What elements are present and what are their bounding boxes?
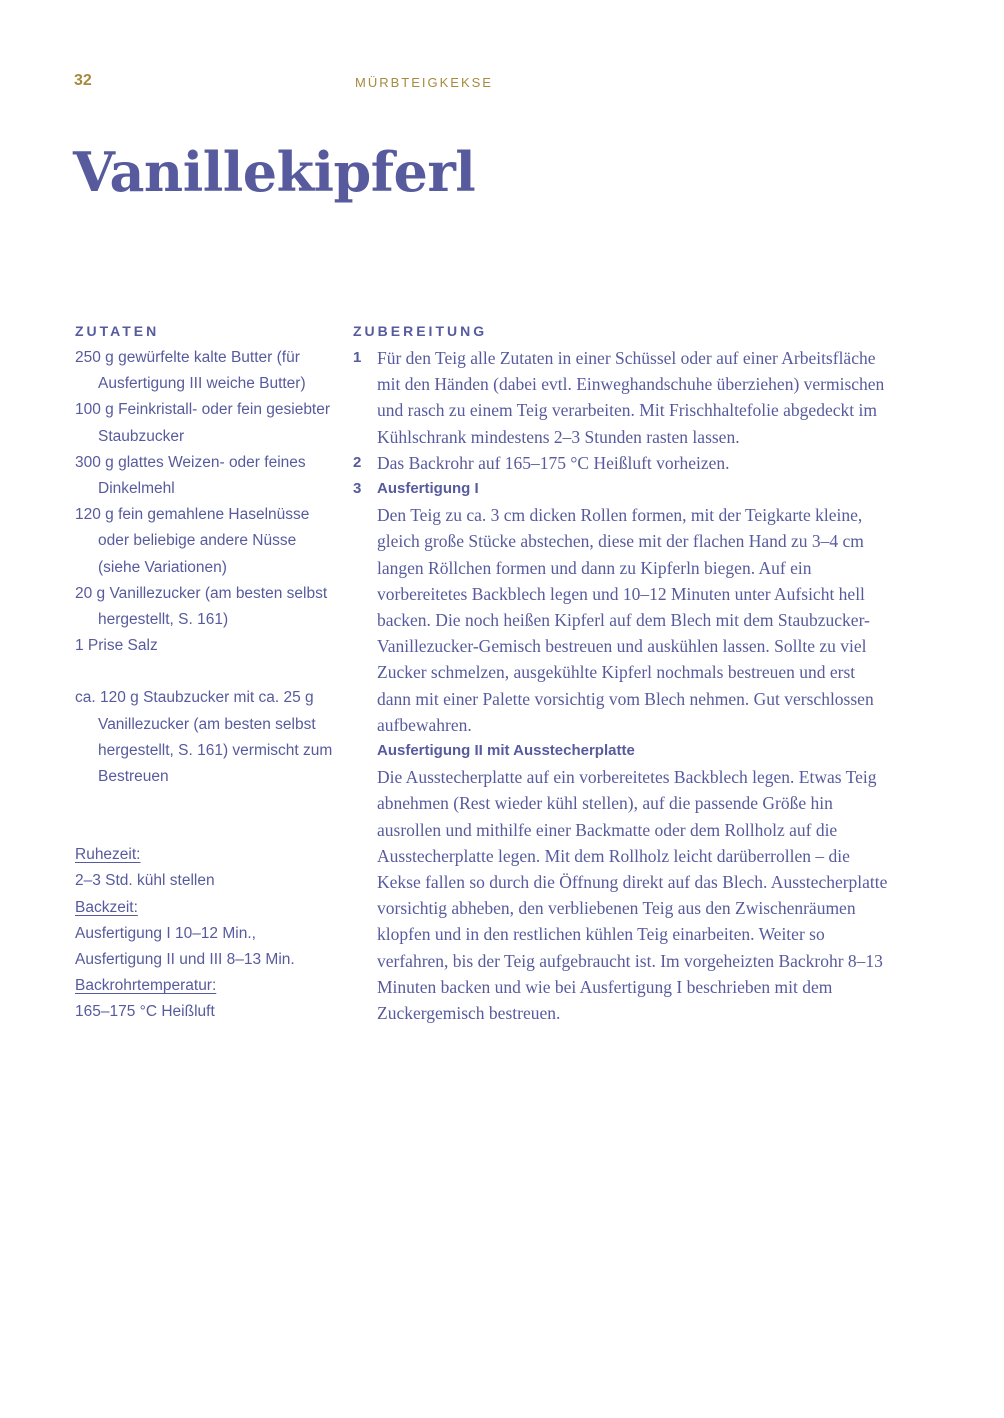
step-text: Das Backrohr auf 165–175 °C Heißluft vorheizen. [377,452,730,473]
bake-time-value-1: Ausfertigung I 10–12 Min., [75,924,256,942]
recipe-title: Vanillekipferl [73,140,476,204]
coating-ingredient: ca. 120 g Staubzucker mit ca. 25 g Vanillezucker (am besten selbst hergestellt, S. 161) vermischt zum Bestreuen [75,689,333,786]
ingredient-item: 120 g fein gemahlene Haselnüsse oder beliebige andere Nüsse (siehe Variationen) [75,506,310,576]
variant-2 [353,738,893,1026]
ingredient-item: 300 g glattes Weizen- oder feines Dinkelmehl [75,453,306,498]
rest-time-label: Ruhezeit: [75,846,141,864]
page-number: 32 [74,72,92,89]
ingredient-item: 100 g Feinkristall- oder fein gesiebter Staubzucker [75,401,331,445]
step-3 [353,476,893,738]
running-head: MÜRBTEIGKEKSE [355,75,493,90]
step-2 [353,450,893,476]
bake-time-label: Backzeit: [75,898,138,916]
preparation-column [353,321,893,1026]
step-number: 1 [353,349,362,366]
ingredient-item: 250 g gewürfelte kalte Butter (für Ausfertigung III weiche Butter) [75,349,306,393]
step-text: Den Teig zu ca. 3 cm dicken Rollen formen, mit der Teigkarte kleine, gleich große Stücke abstechen, diese mit der flachen Hand zu 3–4 cm langen Röllchen formen und dann zu Kipferln biegen. Auf ein vorbereitetes Backblech legen und 10–12 Minuten unter Aufsicht hell backen. Die noch heißen Kipferl auf dem Blech mit dem Staubzucker-Vanillezucker-Gemisch bestreuen und auskühlen lassen. Sollte zu viel Zucker schmelzen, ausgekühlte Kipferl nochmals bestreuen und erst dann mit einer Palette vorsichtig vom Blech nehmen. Gut verschlossen aufbewahren. [377,505,874,735]
rest-time-value: 2–3 Std. kühl stellen [75,872,215,890]
step-1 [353,345,893,450]
ingredients-heading: ZUTATEN [75,323,160,339]
ingredient-item: 20 g Vanillezucker (am besten selbst hergestellt, S. 161) [75,584,328,629]
preparation-heading: ZUBEREITUNG [353,323,488,339]
step-3-heading: Ausfertigung I [377,480,479,498]
step-number: 3 [353,480,362,498]
oven-temp-value: 165–175 °C Heißluft [75,1003,215,1021]
oven-temp-label: Backrohrtemperatur: [75,977,217,995]
step-text: Für den Teig alle Zutaten in einer Schüssel oder auf einer Arbeitsfläche mit den Händen (dabei evtl. Einweghandschuhe überziehen) vermischen und rasch zu einem Teig verarbeiten. Mit Frischhaltefolie abgedeckt im Kühlschrank mindestens 2–3 Stunden rasten lassen. [377,348,885,447]
bake-time-value-2: Ausfertigung II und III 8–13 Min. [75,951,295,969]
variant-2-heading: Ausfertigung II mit Ausstecherplatte [377,742,635,760]
ingredient-item: 1 Prise Salz [75,637,158,655]
variant-2-text: Die Ausstecherplatte auf ein vorbereitetes Backblech legen. Etwas Teig abnehmen (Rest wieder kühl stellen), auf die passende Größe hin ausrollen und mithilfe einer Backmatte oder dem Rollholz auf die Ausstecherplatte legen. Mit dem Rollholz leicht darüberrollen – die Kekse fallen so durch die Öffnung direkt auf das Blech. Ausstecherplatte vorsichtig abheben, den verbliebenen Teig aus den Zwischenräumen klopfen und in den restlichen kühlen Teig einarbeiten. Weiter so verfahren, bis der Teig aufgebraucht ist. Im vorgeheizten Backrohr 8–13 Minuten backen und wie bei Ausfertigung I beschrieben mit dem Zuckergemisch bestreuen. [377,767,888,1024]
step-number: 2 [353,453,362,471]
ingredients-column [75,321,337,1026]
